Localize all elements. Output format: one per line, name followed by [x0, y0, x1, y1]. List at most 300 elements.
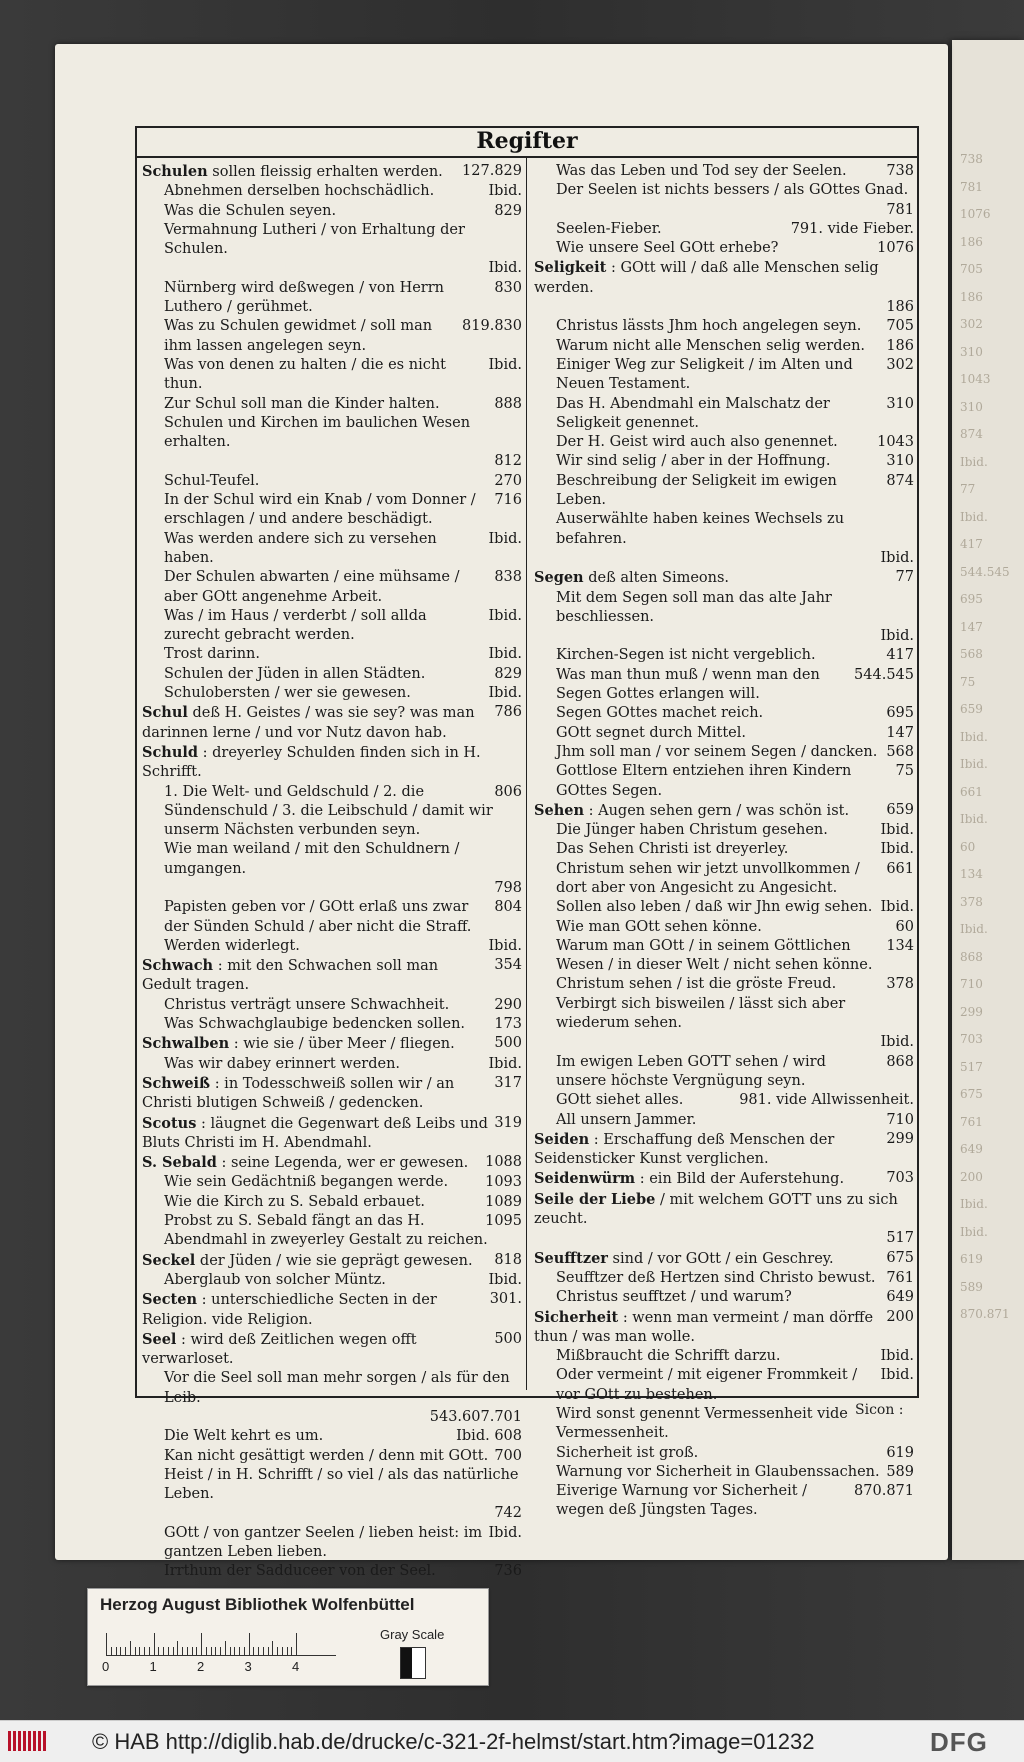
entry-text: Wie man GOtt sehen könne. [556, 918, 762, 935]
index-entry [140, 279, 522, 318]
index-entry [532, 317, 914, 336]
bleed-through-text: Ibid. [960, 509, 988, 524]
bleed-through-text: 134 [960, 867, 983, 881]
bleed-through-text: Ibid. [960, 757, 988, 771]
entry-text [164, 453, 169, 469]
entry-text: Kirchen-Segen ist nicht vergeblich. [556, 647, 816, 664]
ruler-tick [106, 1633, 107, 1655]
entry-text: : Augen sehen gern / was schön ist. [588, 802, 850, 819]
index-keyword: Schwach [142, 957, 214, 975]
page-reference: Ibid. [488, 183, 522, 200]
entry-text: Die Welt kehrt es um. [164, 1428, 324, 1445]
entry-text: Warnung vor Sicherheit in Glaubenssachen. [556, 1463, 880, 1480]
page-reference: 60 [895, 918, 914, 935]
ruler-tick [211, 1647, 212, 1655]
index-keyword: Segen [534, 569, 584, 587]
page-reference: 317 [494, 1074, 522, 1091]
entry-text: Gottlose Eltern entziehen ihren Kindern GOttes Segen. [556, 763, 852, 799]
page-reference: 786 [494, 704, 522, 721]
entry-text: Trost darinn. [164, 646, 260, 663]
index-entry [532, 1347, 914, 1366]
index-entry [532, 1033, 914, 1052]
ruler-tick [263, 1647, 264, 1655]
index-entry [140, 356, 522, 395]
page-reference: 500 [494, 1035, 522, 1052]
page-reference: Ibid. [880, 822, 914, 839]
page-reference: Ibid. [488, 937, 522, 954]
index-entry [532, 840, 914, 859]
page-reference: 791. vide Fieber. [790, 220, 914, 237]
page-reference: 302 [886, 356, 914, 373]
entry-text: All unsern Jammer. [556, 1111, 697, 1128]
ruler-tick [253, 1647, 254, 1655]
index-keyword: Sehen [534, 801, 585, 819]
page-reference: 888 [494, 395, 522, 412]
entry-text: deß H. Geistes / was sie sey? was man darinnen lerne / und vor Nutz davon hab. [142, 705, 475, 741]
index-entry [532, 801, 914, 821]
index-entry [532, 1091, 914, 1110]
index-entry [140, 1290, 522, 1330]
index-entry [532, 704, 914, 723]
index-entry [140, 472, 522, 491]
index-entry [140, 395, 522, 414]
bleed-through-text: 544.545 [960, 564, 1010, 579]
page-reference: 1043 [877, 434, 914, 451]
index-keyword: Seufftzer [534, 1249, 608, 1267]
index-entry [532, 589, 914, 628]
bleed-through-text: 703 [960, 1032, 983, 1046]
column-divider [526, 158, 527, 1390]
bleed-through-text: Ibid. [960, 729, 988, 744]
page-reference: 981. vide Allwissenheit. [739, 1092, 914, 1109]
entry-text: Mit dem Segen soll man das alte Jahr beschliessen. [556, 589, 832, 625]
index-entry [532, 937, 914, 976]
index-entry [532, 549, 914, 568]
index-keyword: Schwalben [142, 1035, 230, 1053]
ruler-number: 3 [244, 1659, 252, 1674]
index-entry [140, 1153, 522, 1173]
entry-text: Was das Leben und Tod sey der Seelen. [556, 163, 847, 179]
index-keyword: Secten [142, 1291, 197, 1309]
index-keyword: S. Sebald [142, 1154, 217, 1172]
entry-text: Was von denen zu halten / die es nicht thun. [164, 356, 446, 393]
bleed-through-text: 310 [960, 399, 983, 414]
page-reference: 1095 [485, 1213, 522, 1230]
page-reference: 742 [494, 1505, 522, 1522]
page-reference: 819.830 [462, 318, 522, 335]
index-keyword: Schulen [142, 163, 208, 180]
page-reference: 761 [886, 1269, 914, 1286]
index-entry [532, 627, 914, 646]
index-entry [140, 665, 522, 684]
index-entry [532, 1366, 914, 1405]
index-entry [532, 337, 914, 356]
index-entry [532, 452, 914, 471]
page-reference: 1088 [485, 1154, 522, 1171]
index-entry [140, 956, 522, 996]
bleed-through-text: 619 [960, 1252, 983, 1266]
ruler-tick [187, 1647, 188, 1655]
bleed-through-text: 568 [960, 647, 983, 661]
entry-text: Einiger Weg zur Seligkeit / im Alten und Neuen Testament. [556, 356, 853, 393]
entry-text: : wenn man vermeint / man dörffe thun / was man wolle. [534, 1309, 874, 1345]
bleed-through-text: 710 [960, 977, 983, 991]
entry-text: : Erschaffung deß Menschen der Seidensticker Kunst verglichen. [534, 1131, 835, 1168]
page-reference: 543.607.701 [429, 1409, 522, 1425]
header-rule [135, 156, 919, 158]
entry-text: Probst zu S. Sebald fängt an das H. Abendmahl in zweyerley Gestalt zu reichen. [164, 1213, 488, 1249]
ruler-tick [144, 1647, 145, 1655]
bleed-through-text: 705 [960, 262, 983, 276]
index-entry [532, 239, 914, 258]
page-reference: 134 [886, 937, 914, 954]
bleed-through-text: 589 [960, 1279, 983, 1294]
page-reference: 619 [886, 1444, 914, 1461]
entry-text: Christum sehen / ist die gröste Freud. [556, 976, 837, 993]
page-reference: 830 [494, 279, 522, 296]
ruler-tick [296, 1633, 297, 1655]
page-reference: Ibid. [488, 646, 522, 663]
page-reference: 868 [886, 1053, 914, 1070]
right-column [532, 162, 914, 1521]
page-reference: 589 [886, 1463, 914, 1480]
bleed-through-text: 147 [960, 619, 983, 634]
entry-text: deß alten Simeons. [588, 570, 730, 587]
index-entry [532, 298, 914, 317]
entry-text [556, 550, 561, 566]
page-header: Regifter [476, 128, 578, 154]
index-entry [140, 898, 522, 937]
entry-text: Schul-Teufel. [164, 472, 260, 489]
ruler-tick [201, 1633, 202, 1655]
ruler-tick [120, 1647, 121, 1655]
ruler-tick [234, 1647, 235, 1655]
page-reference: Ibid. [488, 1524, 522, 1541]
page-reference: 736 [494, 1563, 522, 1580]
index-entry [140, 202, 522, 221]
left-column [140, 162, 522, 1582]
page-reference: Ibid. [880, 1348, 914, 1365]
entry-text: Was wir dabey erinnert werden. [164, 1055, 401, 1072]
index-entry [140, 1074, 522, 1114]
page-reference: 874 [886, 472, 914, 489]
ruler-number: 2 [197, 1659, 205, 1674]
ruler-tick [258, 1647, 259, 1655]
entry-text: Warum man GOtt / in seinem Göttlichen Wesen / in dieser Welt / nicht sehen könne. [556, 937, 873, 974]
index-entry [532, 510, 914, 549]
index-keyword: Schul [142, 704, 188, 722]
entry-text: Aberglaub von solcher Müntz. [164, 1271, 386, 1288]
page-reference: 710 [886, 1111, 914, 1128]
entry-text: : in Todesschweiß sollen wir / an Christi blutigen Schweiß / gedencken. [142, 1075, 455, 1112]
entry-text: Nürnberg wird deßwegen / von Herrn Luthero / gerühmet. [164, 279, 444, 316]
entry-text: der Jüden / wie sie geprägt gewesen. [199, 1252, 473, 1269]
index-entry [140, 879, 522, 898]
entry-text: Wie unsere Seel GOtt erhebe? [556, 240, 779, 257]
entry-text: Sicherheit ist groß. [556, 1444, 699, 1461]
entry-text [556, 1230, 561, 1246]
ruler-tick [149, 1647, 150, 1655]
entry-text: : mit den Schwachen soll man Gedult tragen. [142, 958, 439, 994]
entry-text: Schulobersten / wer sie gewesen. [164, 685, 411, 702]
index-entry [140, 1114, 522, 1154]
entry-text: 1. Die Welt- und Geldschuld / 2. die Sündenschuld / 3. die Leibschuld / damit wir unserm Nächsten verbunden seyn. [164, 783, 493, 839]
entry-text: Die Jünger haben Christum gesehen. [556, 822, 828, 839]
index-entry [532, 666, 914, 705]
index-entry [140, 684, 522, 703]
index-entry [140, 317, 522, 356]
page-reference: 804 [494, 899, 522, 916]
entry-text: Was zu Schulen gewidmet / soll man ihm lassen angelegen seyn. [164, 318, 433, 354]
scale-ruler [106, 1629, 336, 1656]
index-entry [140, 1034, 522, 1054]
entry-text: sind / vor GOtt / ein Geschrey. [612, 1250, 834, 1267]
page-reference: 659 [886, 801, 914, 818]
page-reference: 147 [886, 724, 914, 741]
page-reference: 705 [886, 318, 914, 335]
ruler-tick [168, 1647, 169, 1655]
library-label [87, 1588, 489, 1686]
index-entry [532, 1482, 914, 1521]
index-entry [140, 259, 522, 278]
index-entry [140, 1447, 522, 1466]
index-entry [532, 220, 914, 239]
index-keyword: Sicherheit [534, 1308, 619, 1326]
index-entry [140, 1212, 522, 1251]
page-reference: 1076 [877, 240, 914, 257]
entry-text: Schulen der Jüden in allen Städten. [164, 665, 426, 682]
index-entry [140, 996, 522, 1015]
entry-text: Sollen also leben / daß wir Jhn ewig sehen. [556, 899, 873, 916]
entry-text: Beschreibung der Seligkeit im ewigen Leben. [556, 472, 837, 509]
entry-text: GOtt segnet durch Mittel. [556, 724, 746, 741]
entry-text: GOtt siehet alles. [556, 1092, 684, 1109]
bleed-through-text: 761 [960, 1114, 983, 1129]
entry-text: Heist / in H. Schrifft / so viel / als das natürliche Leben. [164, 1466, 519, 1503]
index-entry [532, 860, 914, 899]
ruler-tick [268, 1647, 269, 1655]
entry-text: Der H. Geist wird auch also genennet. [556, 434, 838, 451]
index-entry [532, 356, 914, 395]
ruler-tick [182, 1647, 183, 1655]
page-reference: Ibid. [880, 549, 914, 566]
entry-text: Segen GOttes machet reich. [556, 705, 764, 722]
page-reference: 738 [886, 163, 914, 179]
index-entry [532, 898, 914, 917]
page-reference: 200 [886, 1308, 914, 1325]
page-reference: 319 [494, 1114, 522, 1131]
page-reference: 186 [886, 337, 914, 354]
index-entry [532, 181, 914, 200]
entry-text: Oder vermeint / mit eigener Frommkeit / vor GOtt zu bestehen. [556, 1367, 858, 1403]
index-entry [532, 258, 914, 298]
index-entry [532, 724, 914, 743]
index-keyword: Seckel [142, 1251, 196, 1269]
index-keyword: Scotus [142, 1114, 197, 1132]
ruler-tick [173, 1647, 174, 1655]
bleed-through-text: 870.871 [960, 1307, 1010, 1321]
page-reference: 675 [886, 1249, 914, 1266]
page-reference: Ibid. 608 [456, 1428, 522, 1445]
ruler-tick [272, 1641, 273, 1655]
entry-text: Wie man weiland / mit den Schuldnern / umgangen. [164, 841, 460, 877]
bleed-through-text: 1076 [960, 207, 991, 221]
bleed-through-text: 781 [960, 179, 983, 194]
entry-text: Mißbraucht die Schrifft darzu. [556, 1348, 781, 1365]
bleed-through-text: 200 [960, 1169, 983, 1184]
bleed-through-text: 186 [960, 234, 983, 249]
entry-text: Seelen-Fieber. [556, 220, 662, 237]
page-reference: 806 [494, 783, 522, 800]
index-entry [140, 1055, 522, 1074]
ruler-number: 0 [102, 1659, 110, 1674]
index-entry [532, 1444, 914, 1463]
ruler-tick [230, 1647, 231, 1655]
bleed-through-text: 75 [960, 674, 976, 689]
entry-text [556, 299, 561, 315]
page-reference: 781 [886, 201, 914, 218]
page-reference: Ibid. [880, 628, 914, 645]
page-reference: 299 [886, 1130, 914, 1147]
index-entry [140, 840, 522, 879]
entry-text: Im ewigen Leben GOTT sehen / wird unsere höchste Vergnügung seyn. [556, 1053, 826, 1089]
page-reference: 354 [494, 957, 522, 974]
page-reference: 310 [886, 395, 914, 412]
entry-text: Christus seufftzet / und warum? [556, 1289, 792, 1306]
page-reference: Ibid. [488, 607, 522, 624]
page-reference: Ibid. [488, 685, 522, 702]
page-reference: 661 [886, 860, 914, 877]
page-reference: 290 [494, 996, 522, 1013]
entry-text: Das H. Abendmahl ein Malschatz der Seligkeit genennet. [556, 395, 830, 431]
page-reference: Ibid. [880, 1034, 914, 1051]
index-entry [140, 703, 522, 743]
entry-text: Wir sind selig / aber in der Hoffnung. [556, 453, 831, 470]
index-entry [532, 1463, 914, 1482]
page-reference: 798 [494, 879, 522, 896]
page-reference: Ibid. [488, 1271, 522, 1288]
viewer-footer [0, 1720, 1024, 1762]
index-entry [532, 1169, 914, 1189]
entry-text: / mit welchem GOTT uns zu sich zeucht. [534, 1191, 898, 1228]
index-entry [532, 1269, 914, 1288]
entry-text [556, 202, 561, 218]
index-entry [140, 1015, 522, 1034]
page-reference: 870.871 [854, 1483, 914, 1500]
entry-text: Der Seelen ist nichts bessers / als GOttes Gnad. [556, 182, 909, 199]
entry-text: Christus verträgt unsere Schwachheit. [164, 996, 450, 1013]
entry-text [556, 628, 561, 644]
index-entry [140, 607, 522, 646]
index-keyword: Seile der Liebe [534, 1190, 656, 1208]
index-entry [140, 1193, 522, 1212]
ruler-tick [249, 1633, 250, 1655]
page-reference: Ibid. [488, 260, 522, 277]
entry-text: Werden widerlegt. [164, 937, 300, 954]
ruler-tick [225, 1641, 226, 1655]
bleed-through-text: 874 [960, 427, 983, 441]
bleed-through-text: 738 [960, 152, 983, 166]
page-reference: 812 [494, 453, 522, 470]
index-entry [140, 783, 522, 841]
entry-text: : ein Bild der Auferstehung. [639, 1171, 845, 1188]
index-entry [140, 937, 522, 956]
index-entry [532, 918, 914, 937]
page-reference: 173 [494, 1016, 522, 1033]
page-reference: 829 [494, 202, 522, 219]
index-entry [140, 1562, 522, 1581]
bleed-through-text: Ibid. [960, 922, 988, 936]
page-reference: 716 [494, 492, 522, 509]
ruler-tick [215, 1647, 216, 1655]
index-entry [140, 1427, 522, 1446]
ruler-tick [192, 1647, 193, 1655]
index-entry [532, 472, 914, 511]
index-entry [140, 221, 522, 260]
entry-text: Kan nicht gesättigt werden / denn mit GOtt. [164, 1447, 489, 1464]
page-reference: 695 [886, 705, 914, 722]
page-reference: 700 [494, 1447, 522, 1464]
entry-text: Was man thun muß / wenn man den Segen Gottes erlangen will. [556, 666, 820, 703]
entry-text: Eiverige Warnung vor Sicherheit / wegen deß Jüngsten Tages. [556, 1483, 808, 1519]
page-reference: 127.829 [462, 163, 522, 179]
entry-text: Jhm soll man / vor seinem Segen / dancken. [556, 743, 878, 760]
index-entry [140, 1173, 522, 1192]
ruler-tick [277, 1647, 278, 1655]
page-reference: Ibid. [488, 1055, 522, 1072]
entry-text: Der Schulen abwarten / eine mühsame / aber GOtt angenehme Arbeit. [164, 569, 460, 605]
entry-text: Christus lässts Jhm hoch angelegen seyn. [556, 318, 862, 335]
bleed-through-text: 649 [960, 1142, 983, 1156]
entry-text: Christum sehen wir jetzt unvollkommen / dort aber von Angesicht zu Angesicht. [556, 860, 860, 896]
entry-text: Seufftzer deß Hertzen sind Christo bewust. [556, 1269, 876, 1286]
bleed-through-text: Ibid. [960, 1197, 988, 1211]
page-reference: 517 [886, 1230, 914, 1247]
index-entry [140, 1369, 522, 1408]
catchword: Sicon : [855, 1402, 904, 1418]
index-entry [532, 201, 914, 220]
index-keyword: Seel [142, 1330, 177, 1348]
page-reference: 270 [494, 472, 522, 489]
entry-text: Schulen und Kirchen im baulichen Wesen erhalten. [164, 414, 471, 451]
page-reference: 75 [895, 763, 914, 780]
source-url[interactable]: © HAB http://diglib.hab.de/drucke/c-321-2f-helmst/start.htm?image=01232 [92, 1729, 815, 1754]
entry-text: Auserwählte haben keines Wechsels zu befahren. [556, 511, 845, 547]
ruler-tick [291, 1647, 292, 1655]
page-reference: Ibid. [880, 899, 914, 916]
bleed-through-text: 659 [960, 702, 983, 716]
entry-text: : seine Legenda, wer er gewesen. [221, 1155, 469, 1172]
entry-text: Was die Schulen seyen. [164, 202, 337, 219]
ruler-tick [177, 1641, 178, 1655]
entry-text: Verbirgt sich bisweilen / lässt sich aber wiederum sehen. [556, 995, 846, 1032]
index-entry [532, 1053, 914, 1092]
bleed-through-text: 378 [960, 894, 983, 909]
page-reference: 568 [886, 743, 914, 760]
bleed-through-text: 417 [960, 537, 983, 551]
entry-text: : wird deß Zeitlichen wegen offt verwarloset. [142, 1331, 417, 1368]
ruler-tick [282, 1647, 283, 1655]
index-entry [532, 1229, 914, 1248]
entry-text: Wird sonst genennt Vermessenheit vide Vermessenheit. [556, 1406, 848, 1442]
bleed-through-text: 675 [960, 1087, 983, 1101]
bleed-through-text: Ibid. [960, 812, 988, 826]
index-entry [532, 1249, 914, 1269]
index-entry [532, 395, 914, 434]
index-entry [140, 491, 522, 530]
entry-text: sollen fleissig erhalten werden. [212, 164, 443, 180]
entry-text: Irrthum der Sadduceer von der Seel. [164, 1563, 436, 1580]
